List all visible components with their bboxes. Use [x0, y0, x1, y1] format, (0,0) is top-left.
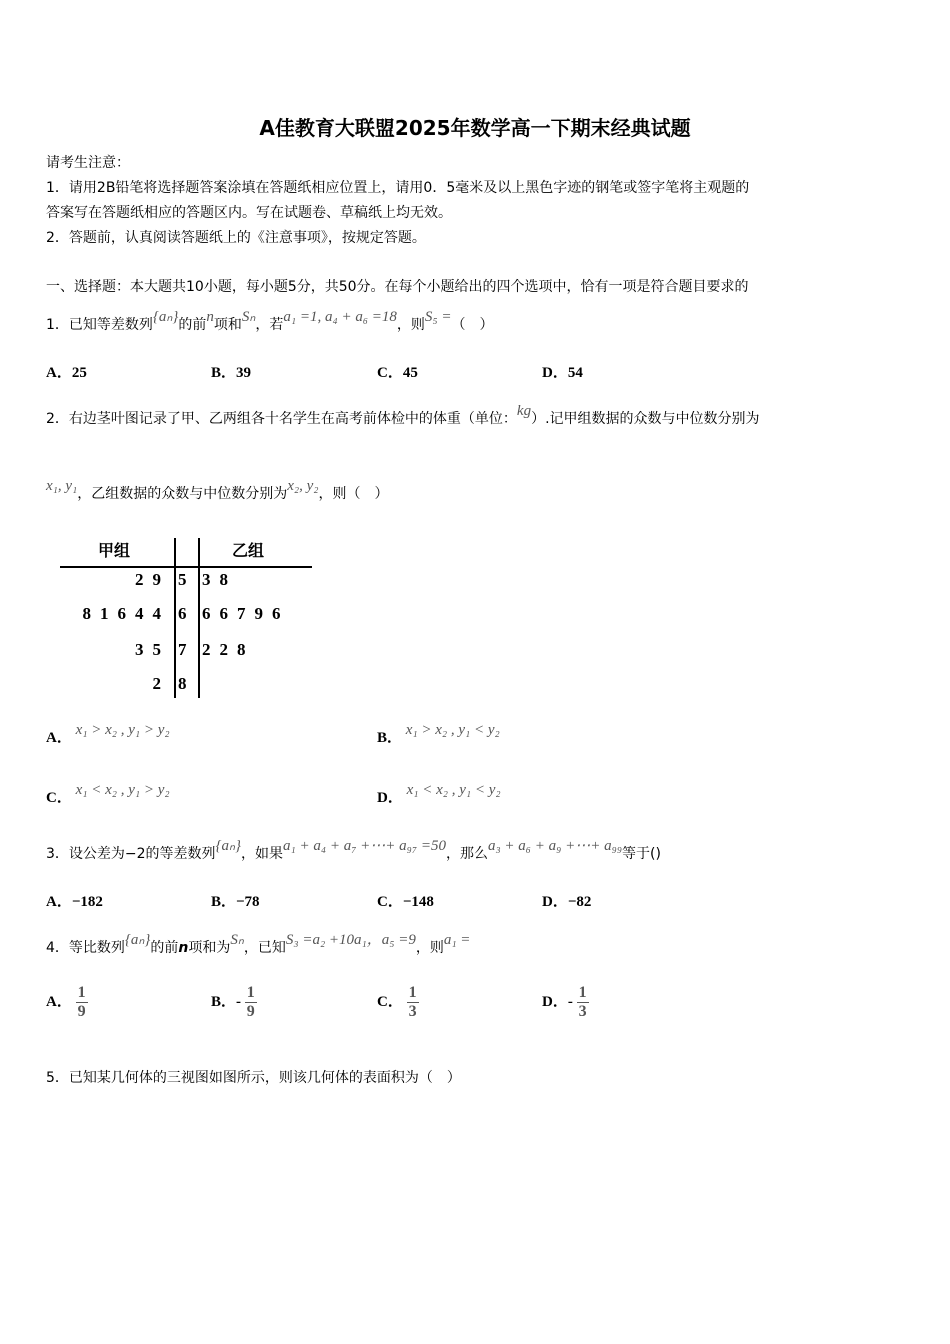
denominator: 9 [246, 1003, 255, 1020]
table-row [60, 640, 312, 668]
notice-line-2: 答案写在答题纸相应的答题区内。写在试题卷、草稿纸上均无效。 [46, 205, 452, 221]
q-text: ，则 [415, 940, 444, 956]
denominator: 3 [578, 1003, 587, 1020]
sign: - [236, 993, 242, 1010]
math: Sₙ [230, 932, 244, 948]
stem: 7 [178, 640, 187, 659]
math: {aₙ} [124, 932, 151, 948]
q-text: 项和为 [188, 940, 231, 956]
numerator: 1 [246, 984, 255, 1001]
math: x₂, y₂ [287, 478, 319, 494]
math: kg [516, 403, 532, 419]
math: {aₙ} [215, 838, 242, 854]
math: x₁ < x₂ , y₁ < y₂ [406, 782, 501, 798]
page-title: A佳教育大联盟2025年数学高一下期末经典试题 [259, 116, 691, 140]
q-text: 的前 [150, 940, 179, 956]
q-text: 的前 [178, 317, 207, 333]
denominator: 9 [77, 1003, 86, 1020]
math: x₁ > x₂ , y₁ < y₂ [405, 722, 500, 738]
math: a₃ + a₆ + a₉ +⋯+ a₉₉ [487, 838, 623, 854]
option-label: C． [377, 993, 403, 1010]
question-5: 5．已知某几何体的三视图如图所示，则该几何体的表面积为（ ） [46, 1070, 461, 1086]
math: x₁, y₁ [46, 478, 78, 494]
question-3 [46, 838, 661, 863]
q-text: ，已知 [243, 940, 286, 956]
numerator: 1 [578, 984, 587, 1001]
q4-option-d[interactable] [542, 984, 589, 1021]
math: a₁ = [443, 932, 471, 948]
q-text: 1．已知等差数列 [46, 317, 153, 333]
right-leaves: 38 [202, 570, 237, 589]
option-label: D． [542, 993, 568, 1010]
q4-option-b[interactable] [211, 984, 257, 1021]
notice-heading: 请考生注意： [46, 155, 130, 171]
option-label: A． [46, 730, 72, 746]
right-group-head: 乙组 [232, 543, 265, 560]
option-label: B． [377, 730, 403, 746]
fraction [577, 984, 589, 1021]
q-text: ，若 [255, 317, 284, 333]
option-label: D． [377, 790, 403, 806]
q1-option-b[interactable]: B．39 [211, 365, 252, 381]
q-text: 等于() [622, 846, 661, 862]
stem-leaf-plot [60, 530, 314, 700]
table-row [60, 570, 312, 598]
option-label: C． [46, 790, 72, 806]
q-text: ，则 [396, 317, 425, 333]
section-heading: 一、选择题：本大题共10小题，每小题5分，共50分。在每个小题给出的四个选项中，恰有一项是符合题目要求的 [46, 279, 749, 295]
q1-option-c[interactable]: C．45 [377, 365, 418, 381]
q2-option-c[interactable] [46, 782, 170, 807]
option-label: A． [46, 993, 72, 1010]
q-text: （ ） [451, 317, 494, 333]
notice-line-1: 1．请用2B铅笔将选择题答案涂填在答题纸相应位置上，请用0．5毫米及以上黑色字迹的钢笔或签字笔将主观题的 [46, 180, 750, 196]
left-leaves: 2 [152, 674, 170, 693]
math: a₁ + a₄ + a₇ +⋯+ a₉₇ =50 [283, 838, 446, 854]
table-row [60, 674, 312, 702]
q2-option-d[interactable] [377, 782, 501, 807]
stem: 8 [178, 674, 187, 693]
q3-option-b[interactable]: B．−78 [211, 894, 260, 910]
left-leaves: 29 [135, 570, 170, 589]
notice-line-3: 2．答题前，认真阅读答题纸上的《注意事项》，按规定答题。 [46, 230, 426, 246]
q-text: ，如果 [241, 846, 284, 862]
math: x₁ > x₂ , y₁ > y₂ [75, 722, 170, 738]
q4-option-c[interactable] [377, 984, 419, 1021]
sign: - [567, 993, 573, 1010]
numerator: 1 [408, 984, 417, 1001]
q-text: ，则（ ） [318, 486, 389, 502]
q-text: ，乙组数据的众数与中位数分别为 [77, 486, 288, 502]
fraction [407, 984, 419, 1021]
left-leaves: 35 [135, 640, 170, 659]
question-1 [46, 309, 494, 334]
q4-option-a[interactable] [46, 984, 88, 1021]
q2-option-a[interactable] [46, 722, 170, 747]
question-4 [46, 932, 471, 957]
q-text: 2．右边茎叶图记录了甲、乙两组各十名学生在高考前体检中的体重（单位： [46, 411, 517, 427]
math: S₃ =a₂ +10a₁，a₅ =9 [285, 932, 416, 948]
fraction [245, 984, 257, 1021]
q1-option-d[interactable]: D．54 [542, 365, 583, 381]
q2-option-b[interactable] [377, 722, 500, 747]
q3-option-a[interactable]: A．−182 [46, 894, 103, 910]
math: Sₙ [241, 309, 256, 325]
option-label: B． [211, 993, 237, 1010]
q-text: 4．等比数列 [46, 940, 125, 956]
numerator: 1 [77, 984, 86, 1001]
q3-option-c[interactable]: C．−148 [377, 894, 434, 910]
q-text: ）.记甲组数据的众数与中位数分别为 [531, 411, 760, 427]
question-2 [46, 403, 760, 428]
math: n [178, 940, 189, 956]
q-text: ，那么 [445, 846, 488, 862]
q-text: 项和 [213, 317, 242, 333]
q-text: 3．设公差为−2的等差数列 [46, 846, 216, 862]
math: n [206, 309, 214, 325]
denominator: 3 [408, 1003, 417, 1020]
math: S₅ = [424, 309, 452, 325]
right-leaves: 66796 [202, 604, 290, 623]
stem: 5 [178, 570, 187, 589]
divider [60, 566, 312, 568]
math: a₁ =1, a₄ + a₆ =18 [283, 309, 397, 325]
math: x₁ < x₂ , y₁ > y₂ [75, 782, 170, 798]
fraction [76, 984, 88, 1021]
table-row [60, 604, 312, 632]
q3-option-d[interactable]: D．−82 [542, 894, 592, 910]
question-2-cont [46, 478, 389, 503]
math: {aₙ} [152, 309, 179, 325]
q1-option-a[interactable]: A．25 [46, 365, 87, 381]
right-leaves: 228 [202, 640, 255, 659]
left-group-head: 甲组 [98, 543, 131, 560]
stem: 6 [178, 604, 187, 623]
left-leaves: 81644 [82, 604, 170, 623]
